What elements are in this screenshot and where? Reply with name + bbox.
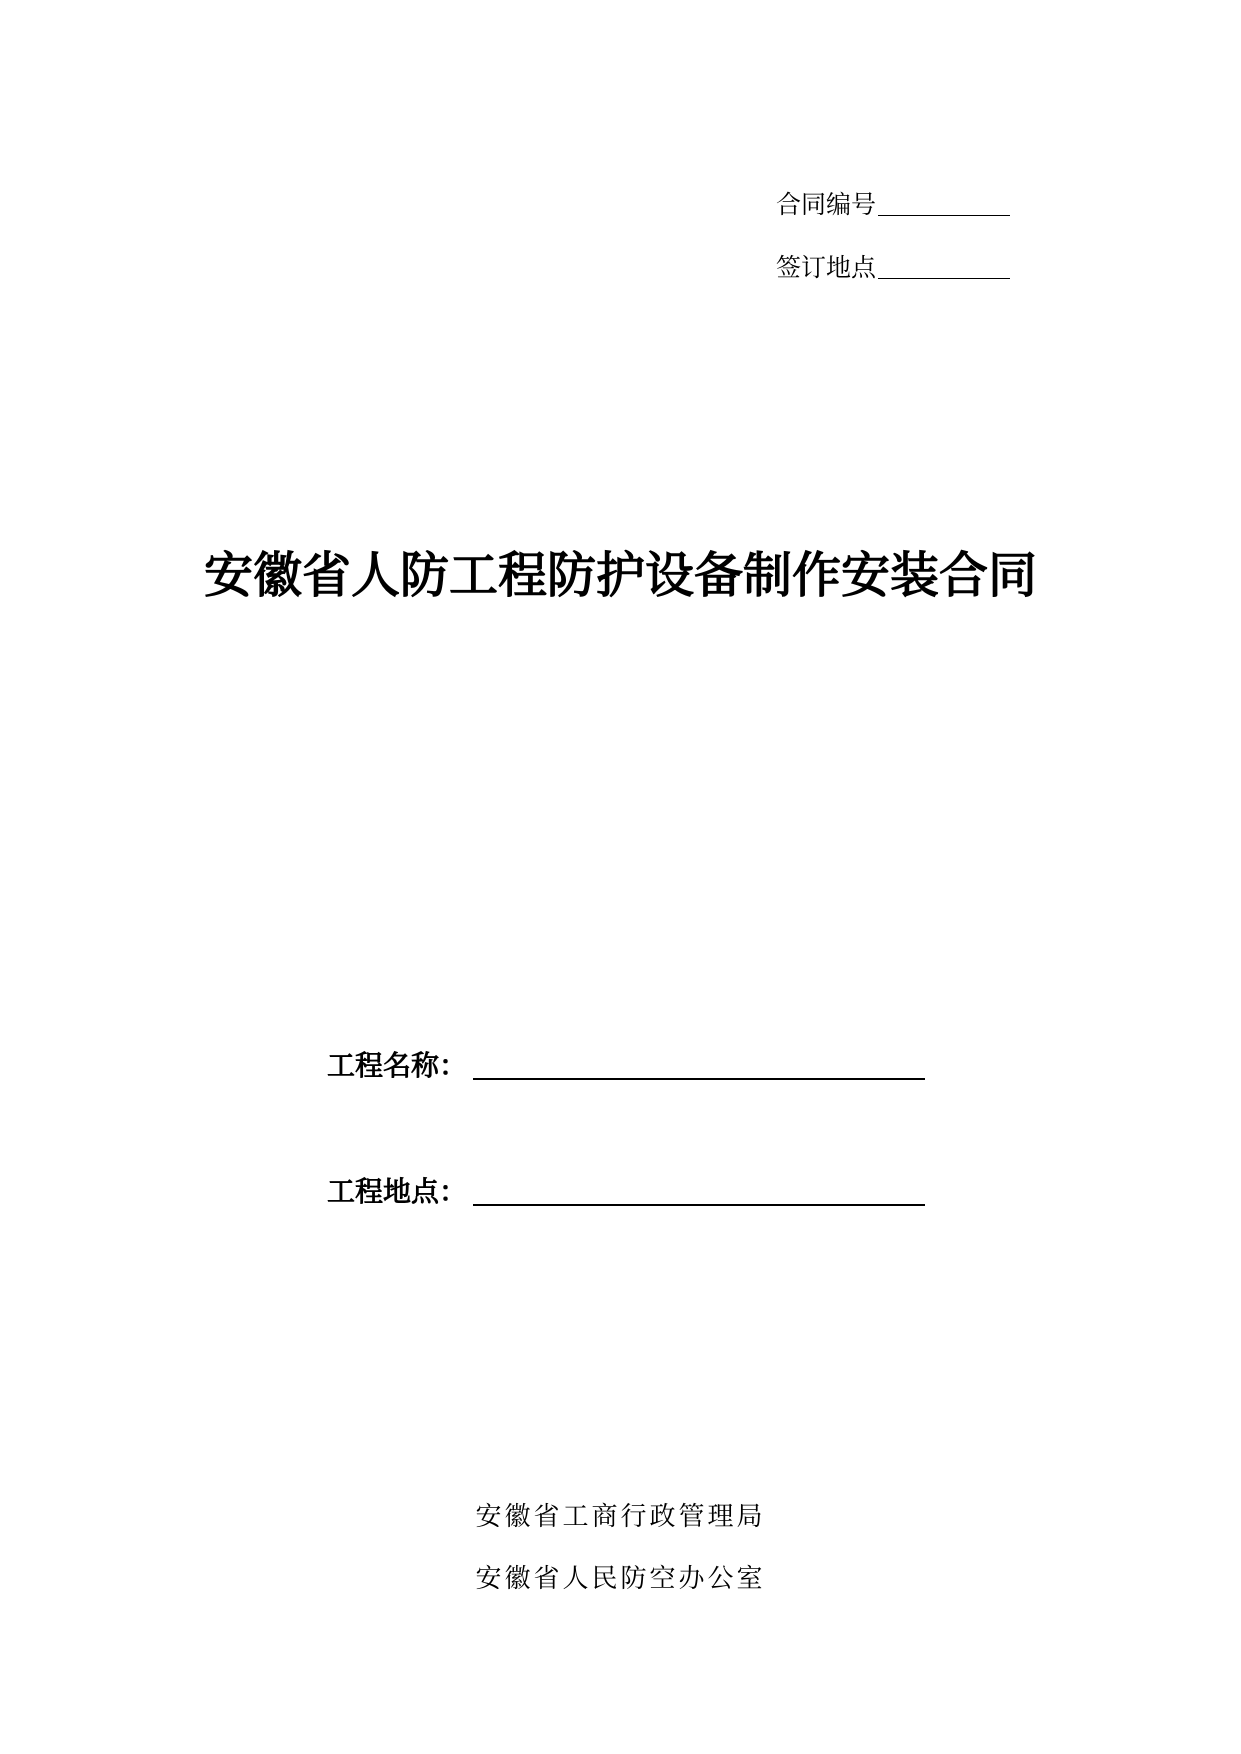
project-place-row (327, 1166, 925, 1210)
project-name-row (327, 1040, 925, 1084)
project-place-field[interactable] (473, 1174, 925, 1206)
project-place-label: 工程地点： (327, 1175, 468, 1208)
signing-place-label: 签订地点 (776, 253, 877, 282)
project-name-field[interactable] (473, 1048, 925, 1080)
issuer-line-1: 安徽省工商行政管理局 (475, 1502, 766, 1532)
project-name-label: 工程名称： (327, 1049, 468, 1082)
signing-place-row (776, 249, 1010, 283)
contract-number-row (776, 186, 1010, 220)
issuer-line-2: 安徽省人民防空办公室 (475, 1564, 766, 1594)
document-title: 安徽省人防工程防护设备制作安装合同 (203, 546, 1037, 604)
contract-number-label: 合同编号 (776, 190, 877, 219)
signing-place-field[interactable] (878, 252, 1010, 279)
contract-number-field[interactable] (878, 189, 1010, 216)
